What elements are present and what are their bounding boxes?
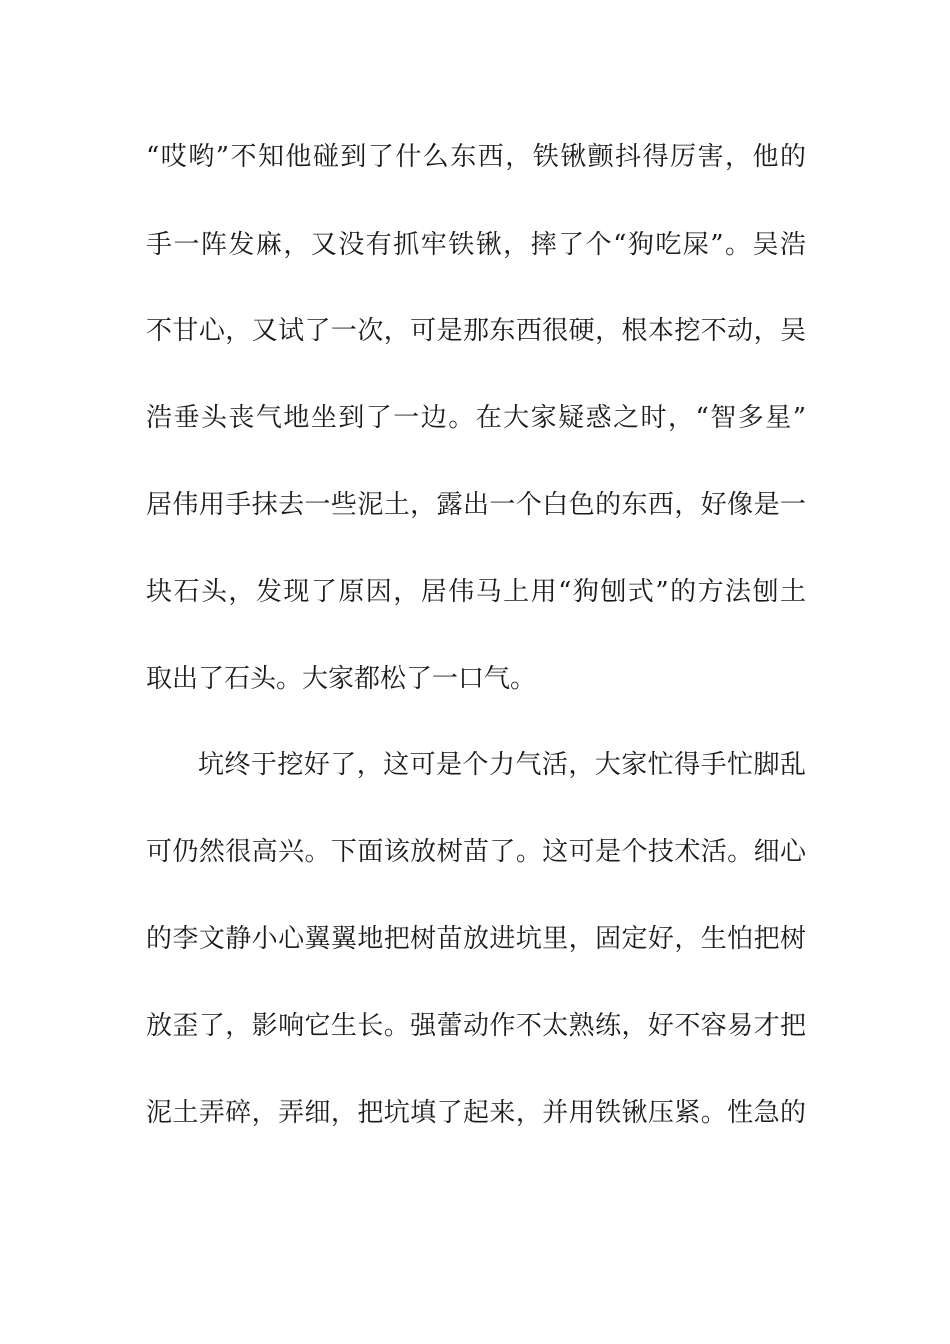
text-line: “哎哟”不知他碰到了什么东西，铁锹颤抖得厉害，他的 [146,142,806,172]
text-line: 居伟用手抹去一些泥土，露出一个白色的东西，好像是一 [146,490,806,520]
text-line: 可仍然很高兴。下面该放树苗了。这可是个技术活。细心 [146,837,806,867]
text-line: 取出了石头。大家都松了一口气。 [146,664,537,694]
text-line: 放歪了，影响它生长。强蕾动作不太熟练，好不容易才把 [146,1011,806,1041]
text-line: 不甘心，又试了一次，可是那东西很硬，根本挖不动，吴 [146,316,806,346]
text-line-indented: 坑终于挖好了，这可是个力气活，大家忙得手忙脚乱 [198,750,806,780]
text-line: 泥土弄碎，弄细，把坑填了起来，并用铁锹压紧。性急的 [146,1098,806,1128]
text-line: 手一阵发麻，又没有抓牢铁锹，摔了个“狗吃屎”。吴浩 [146,230,806,260]
text-line: 浩垂头丧气地坐到了一边。在大家疑惑之时，“智多星” [146,403,806,433]
text-line: 的李文静小心翼翼地把树苗放进坑里，固定好，生怕把树 [146,924,806,954]
text-line: 块石头，发现了原因，居伟马上用“狗刨式”的方法刨土 [146,577,806,607]
